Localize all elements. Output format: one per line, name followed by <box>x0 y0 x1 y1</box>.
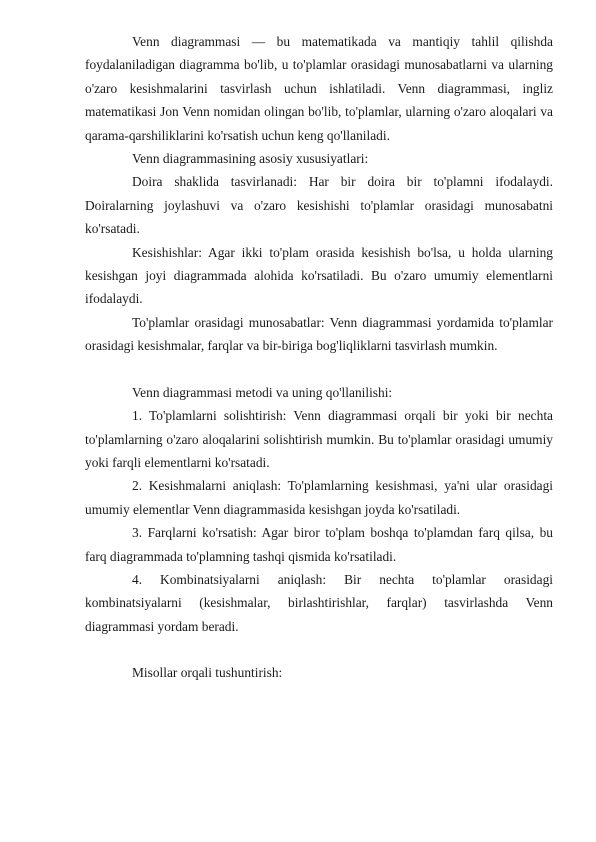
method-item-1: 1. To'plamlarni solishtirish: Venn diagrammasi orqali bir yoki bir nechta to'plamlarning o'zaro aloqalarini solishtirish mumkin. Bu to'plamlar orasidagi umumiy yoki farqli elementlarni ko'rsatadi. <box>85 408 553 470</box>
intro-paragraph: Venn diagrammasi — bu matematikada va mantiqiy tahlil qilishda foydalaniladigan diagramma bo'lib, u to'plamlar orasidagi munosabatlarni va ularning o'zaro kesishmalarini tasvirlash uchun ishlatiladi. Venn diagrammasi, ingliz matematikasi Jon Venn nomidan olingan bo'lib, to'plamlar, ularning o'zaro aloqalari va qarama-qarshiliklarini ko'rsatish uchun keng qo'llaniladi. <box>85 34 553 143</box>
feature-relations-paragraph: To'plamlar orasidagi munosabatlar: Venn diagrammasi yordamida to'plamlar orasidagi kesishmalar, farqlar va bir-biriga bog'liqliklarni tasvirlash mumkin. <box>85 314 553 354</box>
examples-heading: Misollar orqali tushuntirish: <box>132 665 283 681</box>
document-page <box>85 30 553 685</box>
feature-intersections-paragraph: Kesishishlar: Agar ikki to'plam orasida kesishish bo'lsa, u holda ularning kesishgan joyi diagrammada alohida ko'rsatiladi. Bu o'zaro umumiy elementlarni ifodalaydi. <box>85 244 553 307</box>
method-item-3: 3. Farqlarni ko'rsatish: Agar biror to'plam boshqa to'plamdan farq qilsa, bu farq diagrammada to'plamning tashqi qismida ko'rsatiladi. <box>85 525 553 564</box>
paragraph-spacer <box>85 638 553 661</box>
feature-circles-paragraph: Doira shaklida tasvirlanadi: Har bir doira bir to'plamni ifodalaydi. Doiralarning joylashuvi va o'zaro kesishishi to'plamlar orasidagi munosabatni ko'rsatadi. <box>85 174 553 237</box>
method-heading: Venn diagrammasi metodi va uning qo'llanilishi: <box>132 384 393 400</box>
method-item-4: 4. Kombinatsiyalarni aniqlash: Bir nechta to'plamlar orasidagi kombinatsiyalarni (kesishmalar, birlashtirishlar, farqlar) tasvirlashda Venn diagrammasi yordam beradi. <box>85 571 553 634</box>
paragraph-spacer <box>85 358 553 381</box>
features-heading: Venn diagrammasining asosiy xususiyatlari: <box>132 151 369 167</box>
method-item-2: 2. Kesishmalarni aniqlash: To'plamlarning kesishmasi, ya'ni ular orasidagi umumiy elementlar Venn diagrammasida kesishgan joyda ko'rsatiladi. <box>85 478 553 517</box>
